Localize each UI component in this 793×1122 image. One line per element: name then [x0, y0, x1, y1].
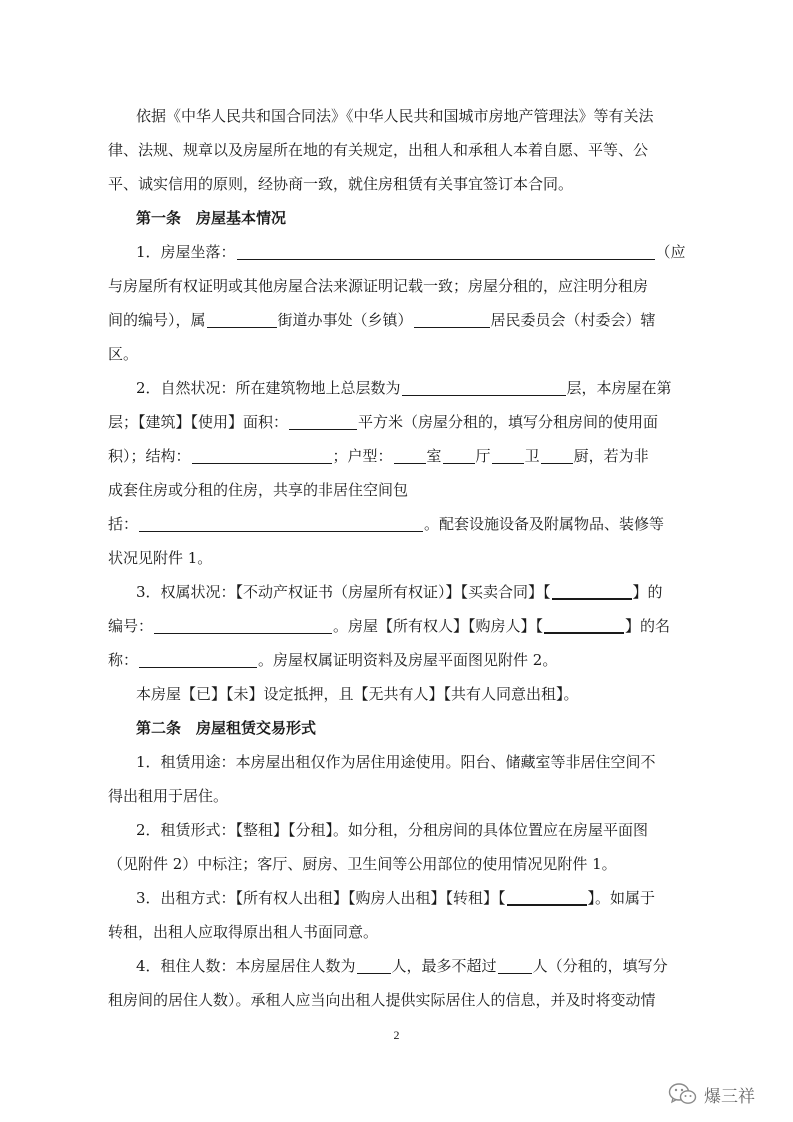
- blank-area: [289, 411, 357, 430]
- blank-structure: [192, 445, 332, 464]
- intro-line-2: 律、法规、规章以及房屋所在地的有关规定，出租人和承租人本着自愿、平等、公: [108, 141, 649, 159]
- a1-item2-line6: 状况见附件 1。: [108, 549, 213, 567]
- blank-owner-name: [139, 649, 257, 668]
- blank-subdistrict: [207, 309, 277, 328]
- a1-item2-line3: 积）；结构： ；户型： 室 厅 卫 厨，若为非: [108, 447, 649, 465]
- a1-item3-line3: 称： 。房屋权属证明资料及房屋平面图见附件 2。: [108, 651, 558, 669]
- a2-item3-line2: 转租，出租人应取得原出租人书面同意。: [108, 923, 379, 941]
- a1-item1-line1: 1．房屋坐落： （应: [136, 243, 686, 261]
- label-location: 1．房屋坐落：: [136, 243, 236, 261]
- blank-halls: [443, 445, 475, 464]
- a2-item4-line1: 4．租住人数：本房屋居住人数为 人，最多不超过 人（分租的，填写分: [136, 957, 668, 975]
- a1-item2-line1: 2．自然状况：所在建筑物地上总层数为 层，本房屋在第: [136, 379, 672, 397]
- blank-shared-space: [139, 513, 423, 532]
- intro-line-3: 平、诚实信用的原则，经协商一致，就住房租赁有关事宜签订本合同。: [108, 175, 574, 193]
- a1-mortgage-line: 本房屋【已】【未】设定抵押，且【无共有人】【共有人同意出租】。: [136, 685, 579, 703]
- a2-item1-line2: 得出租用于居住。: [108, 787, 229, 805]
- wechat-icon: [668, 1082, 698, 1106]
- a2-item3-line1: 3．出租方式：【所有权人出租】【购房人出租】【转租】【 】。如属于: [136, 881, 693, 915]
- blank-total-floors: [402, 377, 566, 396]
- page-number: 2: [393, 1028, 400, 1042]
- article-1-heading: 第一条 房屋基本情况: [136, 209, 287, 227]
- blank-rooms: [394, 445, 426, 464]
- a1-item2-line2: 层；【建筑】【使用】面积： 平方米（房屋分租的，填写分租房间的使用面: [108, 413, 659, 431]
- blank-other-proof: [552, 580, 632, 600]
- a1-item1-line4: 区。: [108, 345, 139, 363]
- a1-item3-line1: 3．权属状况：【不动产权证书（房屋所有权证）】【买卖合同】【 】的: [136, 575, 693, 609]
- article-2-heading: 第二条 房屋租赁交易形式: [136, 719, 317, 737]
- blank-location: [237, 241, 655, 260]
- blank-bathrooms: [492, 445, 524, 464]
- a1-item2-line5: 括： 。配套设施设备及附属物品、装修等: [108, 515, 665, 533]
- blank-occupants: [357, 955, 391, 974]
- a1-item1-line2: 与房屋所有权证明或其他房屋合法来源证明记载一致；房屋分租的，应注明分租房: [108, 277, 649, 295]
- a1-item2-line4: 成套住房或分租的住房，共享的非居住空间包: [108, 481, 409, 499]
- intro-line-1: 依据《中华人民共和国合同法》《中华人民共和国城市房地产管理法》等有关法: [136, 107, 654, 125]
- a1-item1-line3: 间的编号），属 街道办事处（乡镇） 居民委员会（村委会）辖: [108, 311, 656, 329]
- blank-max-occupants: [498, 955, 532, 974]
- a2-item2-line2: （见附件 2）中标注；客厅、厨房、卫生间等公用部位的使用情况见附件 1。: [108, 855, 617, 873]
- blank-certificate-number: [154, 615, 332, 634]
- a2-item2-line1: 2．租赁形式：【整租】【分租】。如分租，分租房间的具体位置应在房屋平面图: [136, 821, 649, 839]
- watermark-text: 爆三祥: [704, 1086, 755, 1107]
- blank-kitchens: [541, 445, 573, 464]
- a1-item3-line2: 编号： 。房屋【所有权人】【购房人】【 】的名: [108, 609, 693, 643]
- blank-other-rental-mode: [507, 886, 587, 906]
- a2-item4-line2: 租房间的居住人数）。承租人应当向出租人提供实际居住人的信息，并及时将变动情: [108, 991, 656, 1009]
- watermark: [668, 1081, 755, 1107]
- blank-residents-committee: [414, 309, 490, 328]
- a2-item1-line1: 1．租赁用途：本房屋出租仅作为居住用途使用。阳台、储藏室等非居住空间不: [136, 753, 656, 771]
- blank-other-owner-type: [544, 614, 624, 634]
